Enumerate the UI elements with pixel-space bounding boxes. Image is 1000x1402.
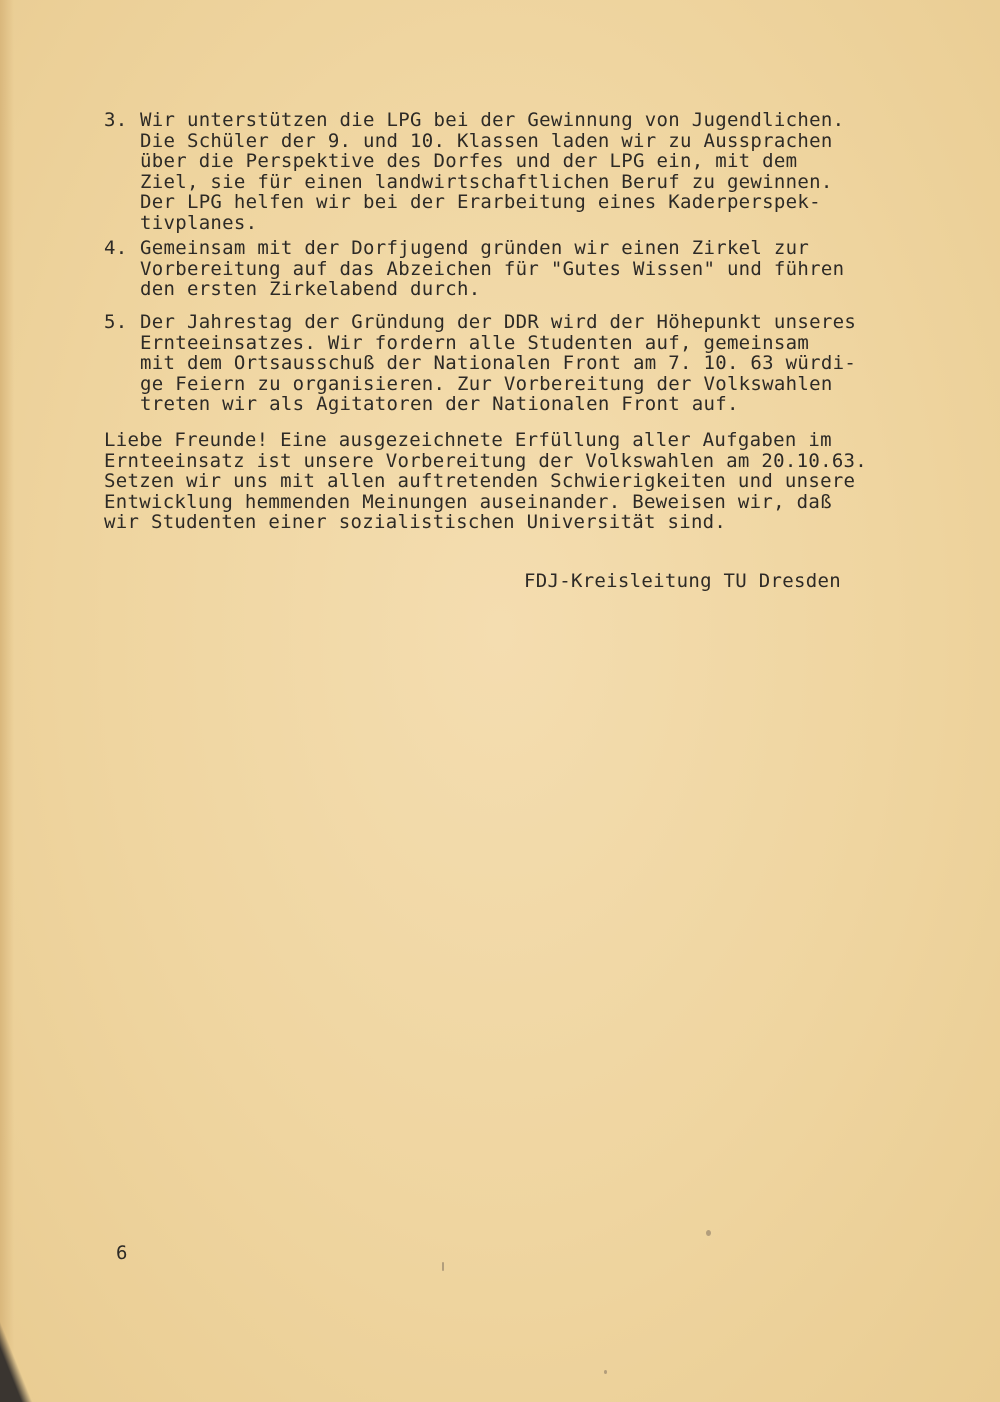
text-line: wir Studenten einer sozialistischen Universität sind. [104,511,727,533]
text-line: den ersten Zirkelabend durch. [140,278,481,300]
text-line: tivplanes. [140,211,258,234]
text-line: Der Jahrestag der Gründung der DDR wird der Höhepunkt unseres [140,311,857,333]
text-line: ge Feiern zu organisieren. Zur Vorbereitung der Volkswahlen [140,372,833,395]
paper-corner-shadow [0,1312,36,1402]
signature: FDJ-Kreisleitung TU Dresden [524,570,841,592]
paper-speck [706,1230,711,1236]
text-line: treten wir als Agitatoren der Nationalen Front auf. [140,393,739,415]
list-item-number: 5. [104,311,128,333]
text-line: Ernteeinsatzes. Wir fordern alle Studenten auf, gemeinsam [140,331,810,354]
paper-speck [604,1370,607,1374]
text-line: Entwicklung hemmenden Meinungen auseinander. Beweisen wir, daß [104,490,832,513]
text-line: Wir unterstützen die LPG bei der Gewinnung von Jugendlichen. [140,109,845,131]
text-line: Liebe Freunde! Eine ausgezeichnete Erfüllung aller Aufgaben im [104,429,832,451]
text-line: Der LPG helfen wir bei der Erarbeitung eines Kaderperspek- [140,191,821,213]
list-item-4 [104,238,904,300]
text-line: Die Schüler der 9. und 10. Klassen laden wir zu Aussprachen [140,129,833,152]
text-line: Setzen wir uns mit allen auftretenden Schwierigkeiten und unsere [104,470,856,492]
list-item-5 [104,312,904,415]
text-line: Ziel, sie für einen landwirtschaftlichen Beruf zu gewinnen. [140,170,833,193]
list-item-number: 3. [104,109,128,131]
page-number: 6 [116,1242,128,1264]
list-item-number: 4. [104,237,128,259]
text-line: Ernteeinsatz ist unsere Vorbereitung der Volkswahlen am 20.10.63. [104,449,868,472]
paper-edge-shadow [0,0,14,1402]
text-line: mit dem Ortsausschuß der Nationalen Front am 7. 10. 63 würdi- [140,352,857,374]
closing-paragraph [104,430,924,533]
text-line: über die Perspektive des Dorfes und der LPG ein, mit dem [140,150,798,172]
list-item-3 [104,110,904,233]
text-line: Gemeinsam mit der Dorfjugend gründen wir einen Zirkel zur [140,237,810,259]
text-line: Vorbereitung auf das Abzeichen für "Gutes Wissen" und führen [140,257,845,280]
paper-speck [442,1262,444,1271]
